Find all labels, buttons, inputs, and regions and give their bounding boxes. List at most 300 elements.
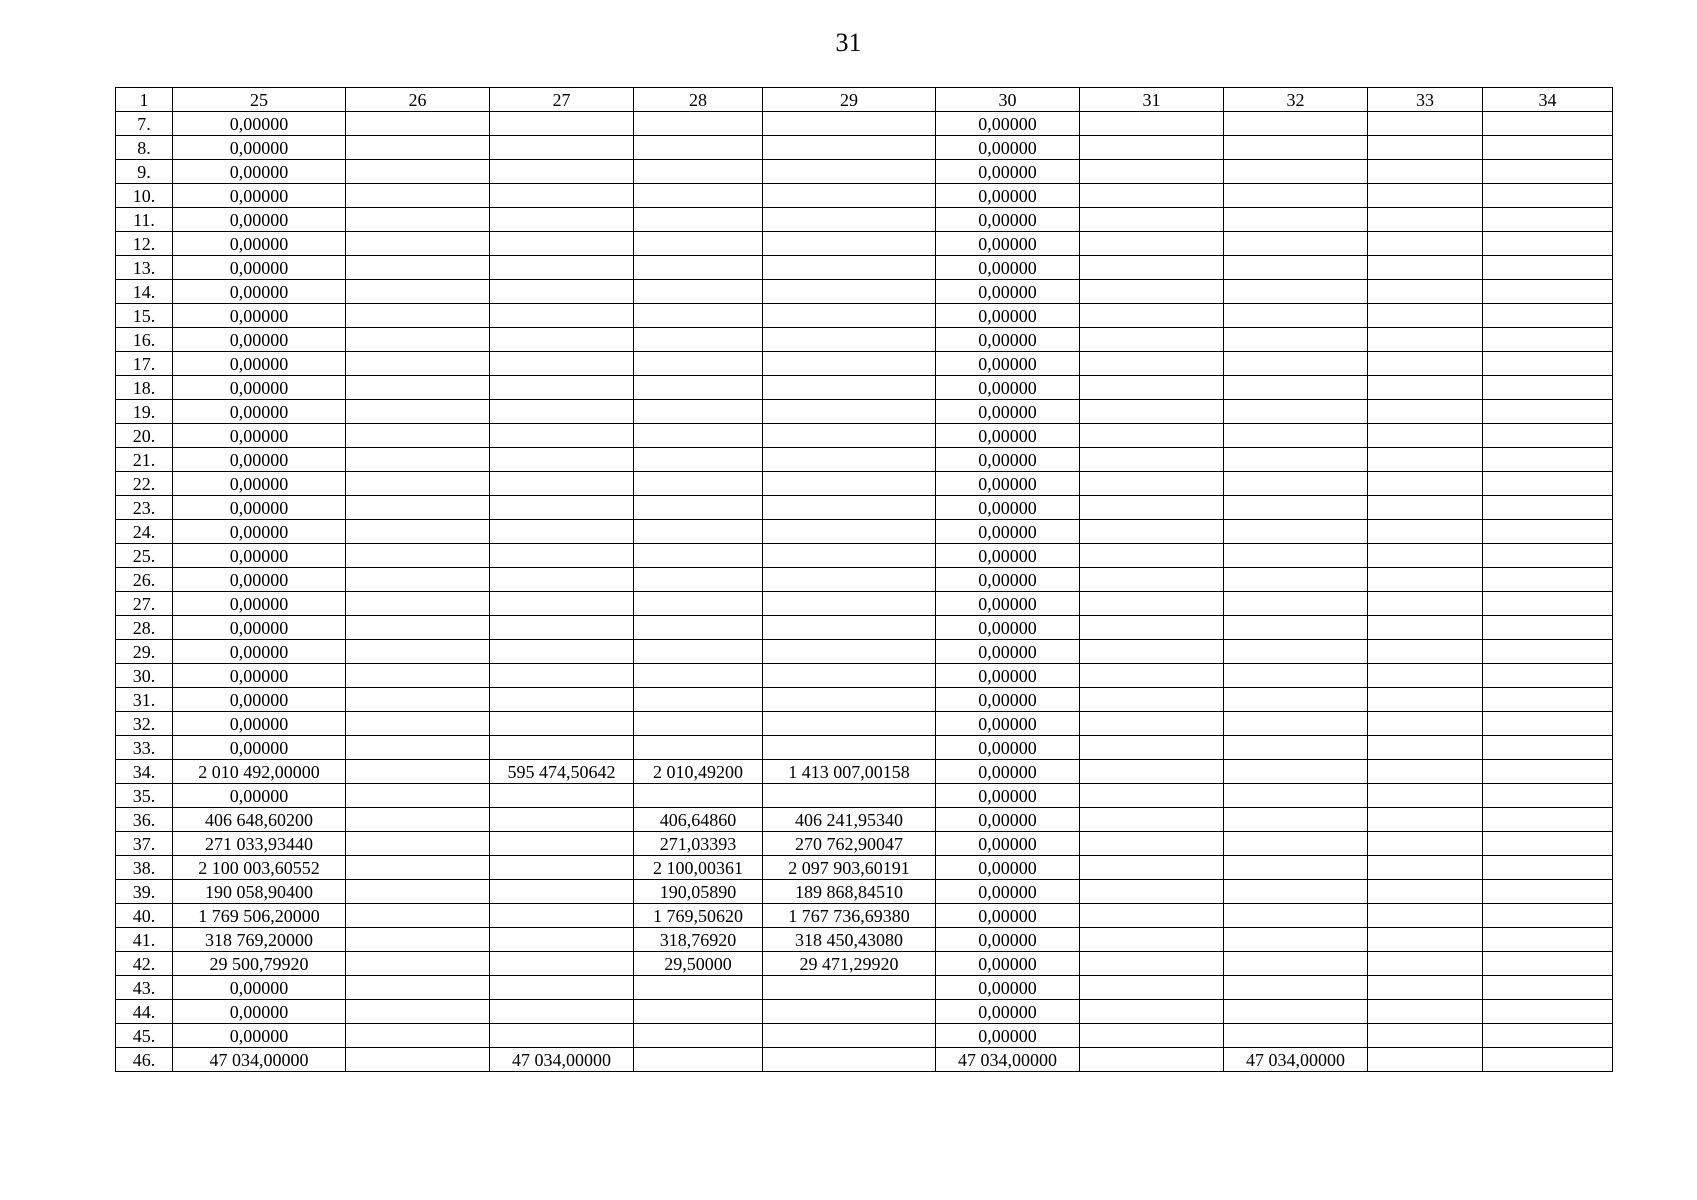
table-cell bbox=[346, 904, 490, 928]
table-cell bbox=[1080, 208, 1224, 232]
table-cell bbox=[763, 424, 936, 448]
table-cell bbox=[1483, 544, 1613, 568]
table-row bbox=[116, 136, 1613, 160]
table-cell: 0,00000 bbox=[936, 352, 1080, 376]
row-number-cell: 37. bbox=[116, 832, 173, 856]
table-cell: 0,00000 bbox=[936, 568, 1080, 592]
table-cell: 29,50000 bbox=[634, 952, 763, 976]
table-cell bbox=[1224, 208, 1368, 232]
table-cell: 0,00000 bbox=[173, 616, 346, 640]
table-row bbox=[116, 664, 1613, 688]
table-row bbox=[116, 856, 1613, 880]
table-cell bbox=[346, 232, 490, 256]
table-cell bbox=[490, 352, 634, 376]
table-cell: 0,00000 bbox=[936, 544, 1080, 568]
table-cell bbox=[1080, 160, 1224, 184]
table-cell bbox=[346, 808, 490, 832]
table-cell bbox=[346, 1048, 490, 1072]
table-cell bbox=[634, 976, 763, 1000]
table-row bbox=[116, 352, 1613, 376]
table-cell bbox=[346, 784, 490, 808]
table-cell bbox=[1483, 136, 1613, 160]
table-cell bbox=[1368, 856, 1483, 880]
table-cell bbox=[1080, 1000, 1224, 1024]
table-cell: 47 034,00000 bbox=[490, 1048, 634, 1072]
table-cell bbox=[634, 400, 763, 424]
table-cell bbox=[1224, 544, 1368, 568]
table-cell bbox=[1483, 448, 1613, 472]
table-cell bbox=[763, 592, 936, 616]
table-cell: 0,00000 bbox=[936, 664, 1080, 688]
table-row bbox=[116, 1024, 1613, 1048]
table-cell: 1 767 736,69380 bbox=[763, 904, 936, 928]
table-cell bbox=[346, 568, 490, 592]
table-cell bbox=[1368, 832, 1483, 856]
table-cell bbox=[763, 232, 936, 256]
table-cell bbox=[1080, 568, 1224, 592]
table-cell bbox=[1224, 832, 1368, 856]
table-cell: 406 241,95340 bbox=[763, 808, 936, 832]
table-cell bbox=[634, 208, 763, 232]
table-cell bbox=[1080, 256, 1224, 280]
row-number-cell: 12. bbox=[116, 232, 173, 256]
table-cell bbox=[634, 376, 763, 400]
table-cell bbox=[490, 832, 634, 856]
table-cell bbox=[1483, 352, 1613, 376]
table-cell bbox=[1080, 928, 1224, 952]
table-row bbox=[116, 328, 1613, 352]
table-row bbox=[116, 760, 1613, 784]
table-cell bbox=[490, 664, 634, 688]
table-row bbox=[116, 952, 1613, 976]
table-cell bbox=[1483, 568, 1613, 592]
table-cell: 0,00000 bbox=[173, 136, 346, 160]
row-number-cell: 23. bbox=[116, 496, 173, 520]
table-cell bbox=[346, 1024, 490, 1048]
table-cell bbox=[763, 112, 936, 136]
table-cell bbox=[1368, 928, 1483, 952]
table-cell bbox=[1483, 616, 1613, 640]
table-cell bbox=[1368, 208, 1483, 232]
table-row bbox=[116, 448, 1613, 472]
table-cell bbox=[1224, 856, 1368, 880]
table-cell bbox=[1483, 232, 1613, 256]
table-cell bbox=[1224, 232, 1368, 256]
table-cell bbox=[346, 1000, 490, 1024]
table-cell bbox=[634, 544, 763, 568]
table-cell bbox=[1368, 496, 1483, 520]
table-cell bbox=[346, 208, 490, 232]
table-cell bbox=[1483, 424, 1613, 448]
table-cell bbox=[1224, 400, 1368, 424]
table-cell bbox=[1080, 304, 1224, 328]
table-cell bbox=[1080, 712, 1224, 736]
table-cell bbox=[1368, 712, 1483, 736]
data-table bbox=[115, 87, 1613, 1072]
table-cell bbox=[763, 616, 936, 640]
table-cell bbox=[1368, 472, 1483, 496]
table-cell bbox=[346, 352, 490, 376]
table-cell bbox=[1368, 640, 1483, 664]
table-cell bbox=[634, 112, 763, 136]
row-number-cell: 30. bbox=[116, 664, 173, 688]
table-cell bbox=[1224, 448, 1368, 472]
table-cell bbox=[763, 736, 936, 760]
table-cell bbox=[1080, 808, 1224, 832]
table-row bbox=[116, 736, 1613, 760]
table-cell bbox=[346, 256, 490, 280]
table-cell: 318 769,20000 bbox=[173, 928, 346, 952]
table-row bbox=[116, 568, 1613, 592]
table-row bbox=[116, 280, 1613, 304]
page-number: 31 bbox=[835, 28, 862, 57]
table-cell bbox=[1080, 976, 1224, 1000]
table-cell: 0,00000 bbox=[173, 328, 346, 352]
table-cell bbox=[1483, 952, 1613, 976]
row-number-cell: 38. bbox=[116, 856, 173, 880]
table-cell: 0,00000 bbox=[173, 712, 346, 736]
table-cell: 0,00000 bbox=[173, 376, 346, 400]
table-row bbox=[116, 424, 1613, 448]
table-cell bbox=[763, 1000, 936, 1024]
table-cell bbox=[634, 424, 763, 448]
column-header: 27 bbox=[490, 88, 634, 112]
table-cell: 0,00000 bbox=[936, 880, 1080, 904]
table-cell: 0,00000 bbox=[936, 520, 1080, 544]
table-cell bbox=[1080, 664, 1224, 688]
table-cell: 0,00000 bbox=[936, 112, 1080, 136]
table-cell bbox=[1080, 640, 1224, 664]
table-cell: 0,00000 bbox=[173, 520, 346, 544]
table-cell: 0,00000 bbox=[173, 208, 346, 232]
table-header-row bbox=[116, 88, 1613, 112]
table-cell bbox=[346, 664, 490, 688]
row-number-cell: 7. bbox=[116, 112, 173, 136]
table-cell bbox=[490, 544, 634, 568]
table-cell bbox=[490, 880, 634, 904]
table-cell bbox=[763, 376, 936, 400]
table-cell bbox=[1080, 520, 1224, 544]
table-cell bbox=[634, 568, 763, 592]
table-cell: 0,00000 bbox=[173, 640, 346, 664]
table-cell bbox=[1224, 904, 1368, 928]
table-cell bbox=[1080, 736, 1224, 760]
table-cell bbox=[1483, 280, 1613, 304]
table-cell bbox=[346, 952, 490, 976]
table-cell bbox=[1080, 688, 1224, 712]
table-cell bbox=[1224, 592, 1368, 616]
table-cell bbox=[1080, 424, 1224, 448]
table-cell bbox=[1224, 664, 1368, 688]
column-header: 31 bbox=[1080, 88, 1224, 112]
table-cell bbox=[346, 760, 490, 784]
table-cell bbox=[634, 352, 763, 376]
table-cell bbox=[1368, 328, 1483, 352]
table-cell bbox=[634, 616, 763, 640]
table-cell bbox=[1368, 1048, 1483, 1072]
table-cell bbox=[634, 448, 763, 472]
table-cell bbox=[490, 712, 634, 736]
table-cell bbox=[1224, 616, 1368, 640]
table-cell: 0,00000 bbox=[936, 856, 1080, 880]
table-cell bbox=[763, 496, 936, 520]
row-number-cell: 15. bbox=[116, 304, 173, 328]
table-cell bbox=[1483, 880, 1613, 904]
table-cell bbox=[634, 640, 763, 664]
table-cell bbox=[1080, 232, 1224, 256]
table-row bbox=[116, 520, 1613, 544]
row-number-cell: 31. bbox=[116, 688, 173, 712]
table-cell: 47 034,00000 bbox=[936, 1048, 1080, 1072]
table-cell bbox=[490, 1000, 634, 1024]
table-cell bbox=[1483, 328, 1613, 352]
table-cell bbox=[1080, 616, 1224, 640]
table-cell: 0,00000 bbox=[173, 256, 346, 280]
table-cell bbox=[346, 184, 490, 208]
table-cell bbox=[1483, 256, 1613, 280]
table-cell bbox=[1368, 544, 1483, 568]
table-cell bbox=[490, 976, 634, 1000]
table-cell bbox=[1224, 760, 1368, 784]
table-cell bbox=[634, 328, 763, 352]
table-cell bbox=[346, 616, 490, 640]
table-cell bbox=[1483, 400, 1613, 424]
table-row bbox=[116, 832, 1613, 856]
table-cell: 29 471,29920 bbox=[763, 952, 936, 976]
row-number-cell: 17. bbox=[116, 352, 173, 376]
table-cell bbox=[1224, 640, 1368, 664]
table-cell bbox=[346, 712, 490, 736]
row-number-cell: 8. bbox=[116, 136, 173, 160]
row-number-cell: 40. bbox=[116, 904, 173, 928]
table-cell bbox=[634, 280, 763, 304]
table-cell bbox=[634, 136, 763, 160]
table-cell: 1 769 506,20000 bbox=[173, 904, 346, 928]
row-number-cell: 33. bbox=[116, 736, 173, 760]
table-cell: 0,00000 bbox=[173, 232, 346, 256]
table-cell bbox=[1483, 808, 1613, 832]
table-cell bbox=[1483, 640, 1613, 664]
table-cell: 0,00000 bbox=[936, 160, 1080, 184]
table-cell: 0,00000 bbox=[173, 352, 346, 376]
table-cell bbox=[1483, 472, 1613, 496]
table-cell bbox=[1080, 376, 1224, 400]
row-number-cell: 16. bbox=[116, 328, 173, 352]
table-cell bbox=[1224, 280, 1368, 304]
table-cell bbox=[1483, 496, 1613, 520]
table-cell: 0,00000 bbox=[936, 304, 1080, 328]
table-cell bbox=[346, 448, 490, 472]
table-cell: 0,00000 bbox=[936, 232, 1080, 256]
table-cell: 0,00000 bbox=[173, 592, 346, 616]
table-cell: 0,00000 bbox=[173, 568, 346, 592]
table-cell bbox=[1483, 904, 1613, 928]
table-cell: 2 100 003,60552 bbox=[173, 856, 346, 880]
table-cell bbox=[1483, 928, 1613, 952]
table-cell bbox=[1368, 136, 1483, 160]
row-number-cell: 22. bbox=[116, 472, 173, 496]
table-cell: 0,00000 bbox=[936, 184, 1080, 208]
column-header: 30 bbox=[936, 88, 1080, 112]
table-cell bbox=[346, 736, 490, 760]
table-cell bbox=[1368, 568, 1483, 592]
table-cell bbox=[1368, 112, 1483, 136]
table-row bbox=[116, 232, 1613, 256]
table-cell: 1 413 007,00158 bbox=[763, 760, 936, 784]
row-number-cell: 42. bbox=[116, 952, 173, 976]
table-cell bbox=[1224, 304, 1368, 328]
table-cell bbox=[1224, 496, 1368, 520]
table-cell bbox=[490, 208, 634, 232]
table-cell bbox=[1368, 664, 1483, 688]
table-cell bbox=[634, 1000, 763, 1024]
table-cell bbox=[634, 232, 763, 256]
table-cell bbox=[490, 952, 634, 976]
table-cell bbox=[1368, 376, 1483, 400]
table-cell: 0,00000 bbox=[173, 1000, 346, 1024]
row-number-cell: 36. bbox=[116, 808, 173, 832]
table-cell bbox=[490, 184, 634, 208]
table-cell bbox=[763, 712, 936, 736]
table-cell: 0,00000 bbox=[936, 928, 1080, 952]
table-cell bbox=[1224, 376, 1368, 400]
table-cell bbox=[763, 160, 936, 184]
table-cell bbox=[1224, 160, 1368, 184]
table-row bbox=[116, 880, 1613, 904]
table-cell bbox=[346, 592, 490, 616]
table-cell bbox=[346, 976, 490, 1000]
table-cell bbox=[1224, 880, 1368, 904]
table-cell bbox=[763, 688, 936, 712]
table-cell bbox=[1080, 136, 1224, 160]
row-number-cell: 14. bbox=[116, 280, 173, 304]
table-cell bbox=[490, 784, 634, 808]
table-cell: 595 474,50642 bbox=[490, 760, 634, 784]
column-header: 32 bbox=[1224, 88, 1368, 112]
row-number-cell: 18. bbox=[116, 376, 173, 400]
table-cell: 0,00000 bbox=[173, 736, 346, 760]
table-cell bbox=[1080, 760, 1224, 784]
table-cell bbox=[634, 712, 763, 736]
table-cell bbox=[1368, 784, 1483, 808]
table-cell bbox=[1224, 952, 1368, 976]
table-cell bbox=[1224, 712, 1368, 736]
row-number-cell: 21. bbox=[116, 448, 173, 472]
table-cell: 406,64860 bbox=[634, 808, 763, 832]
table-cell bbox=[1483, 520, 1613, 544]
table-cell bbox=[1080, 280, 1224, 304]
table-cell bbox=[490, 616, 634, 640]
table-cell: 0,00000 bbox=[936, 400, 1080, 424]
table-cell bbox=[1368, 760, 1483, 784]
table-cell: 0,00000 bbox=[173, 976, 346, 1000]
table-cell: 0,00000 bbox=[936, 808, 1080, 832]
table-cell bbox=[1080, 472, 1224, 496]
table-row bbox=[116, 904, 1613, 928]
table-cell: 0,00000 bbox=[936, 616, 1080, 640]
table-cell bbox=[1368, 232, 1483, 256]
table-cell bbox=[634, 1024, 763, 1048]
table-cell bbox=[1483, 832, 1613, 856]
table-cell: 1 769,50620 bbox=[634, 904, 763, 928]
row-number-cell: 39. bbox=[116, 880, 173, 904]
table-cell bbox=[1224, 184, 1368, 208]
row-number-cell: 24. bbox=[116, 520, 173, 544]
table-cell bbox=[1080, 352, 1224, 376]
table-cell bbox=[490, 328, 634, 352]
table-cell bbox=[1483, 160, 1613, 184]
table-cell: 0,00000 bbox=[173, 544, 346, 568]
table-row bbox=[116, 472, 1613, 496]
table-cell bbox=[1483, 112, 1613, 136]
table-cell: 0,00000 bbox=[173, 184, 346, 208]
table-cell: 189 868,84510 bbox=[763, 880, 936, 904]
table-cell bbox=[1080, 784, 1224, 808]
table-cell: 0,00000 bbox=[936, 712, 1080, 736]
table-cell bbox=[1080, 112, 1224, 136]
table-row bbox=[116, 208, 1613, 232]
table-cell: 0,00000 bbox=[936, 376, 1080, 400]
table-cell bbox=[1368, 424, 1483, 448]
column-header: 1 bbox=[116, 88, 173, 112]
table-cell bbox=[634, 784, 763, 808]
table-cell: 0,00000 bbox=[173, 280, 346, 304]
table-cell bbox=[1368, 592, 1483, 616]
table-row bbox=[116, 400, 1613, 424]
table-cell bbox=[1224, 328, 1368, 352]
table-cell bbox=[1368, 256, 1483, 280]
table-cell bbox=[346, 376, 490, 400]
table-cell bbox=[346, 400, 490, 424]
table-cell: 0,00000 bbox=[936, 976, 1080, 1000]
table-cell: 190 058,90400 bbox=[173, 880, 346, 904]
table-cell bbox=[1080, 184, 1224, 208]
row-number-cell: 32. bbox=[116, 712, 173, 736]
table-cell bbox=[346, 832, 490, 856]
table-cell bbox=[1483, 1024, 1613, 1048]
table-cell bbox=[1368, 280, 1483, 304]
table-cell bbox=[763, 784, 936, 808]
table-cell: 0,00000 bbox=[936, 760, 1080, 784]
table-cell: 0,00000 bbox=[936, 784, 1080, 808]
table-row bbox=[116, 184, 1613, 208]
table-cell bbox=[490, 808, 634, 832]
table-cell: 0,00000 bbox=[173, 400, 346, 424]
table-row bbox=[116, 784, 1613, 808]
table-cell: 0,00000 bbox=[173, 112, 346, 136]
table-cell bbox=[1368, 1000, 1483, 1024]
table-cell: 0,00000 bbox=[936, 1024, 1080, 1048]
table-cell: 2 097 903,60191 bbox=[763, 856, 936, 880]
table-cell bbox=[634, 184, 763, 208]
table-cell bbox=[1483, 760, 1613, 784]
row-number-cell: 26. bbox=[116, 568, 173, 592]
table-cell bbox=[1224, 520, 1368, 544]
column-header: 28 bbox=[634, 88, 763, 112]
table-cell bbox=[346, 424, 490, 448]
table-cell: 0,00000 bbox=[173, 448, 346, 472]
row-number-cell: 28. bbox=[116, 616, 173, 640]
table-cell bbox=[763, 256, 936, 280]
row-number-cell: 19. bbox=[116, 400, 173, 424]
table-cell bbox=[490, 400, 634, 424]
table-cell bbox=[763, 472, 936, 496]
table-cell bbox=[763, 328, 936, 352]
table-cell bbox=[1224, 1024, 1368, 1048]
column-header: 29 bbox=[763, 88, 936, 112]
table-cell: 318 450,43080 bbox=[763, 928, 936, 952]
table-cell bbox=[634, 304, 763, 328]
